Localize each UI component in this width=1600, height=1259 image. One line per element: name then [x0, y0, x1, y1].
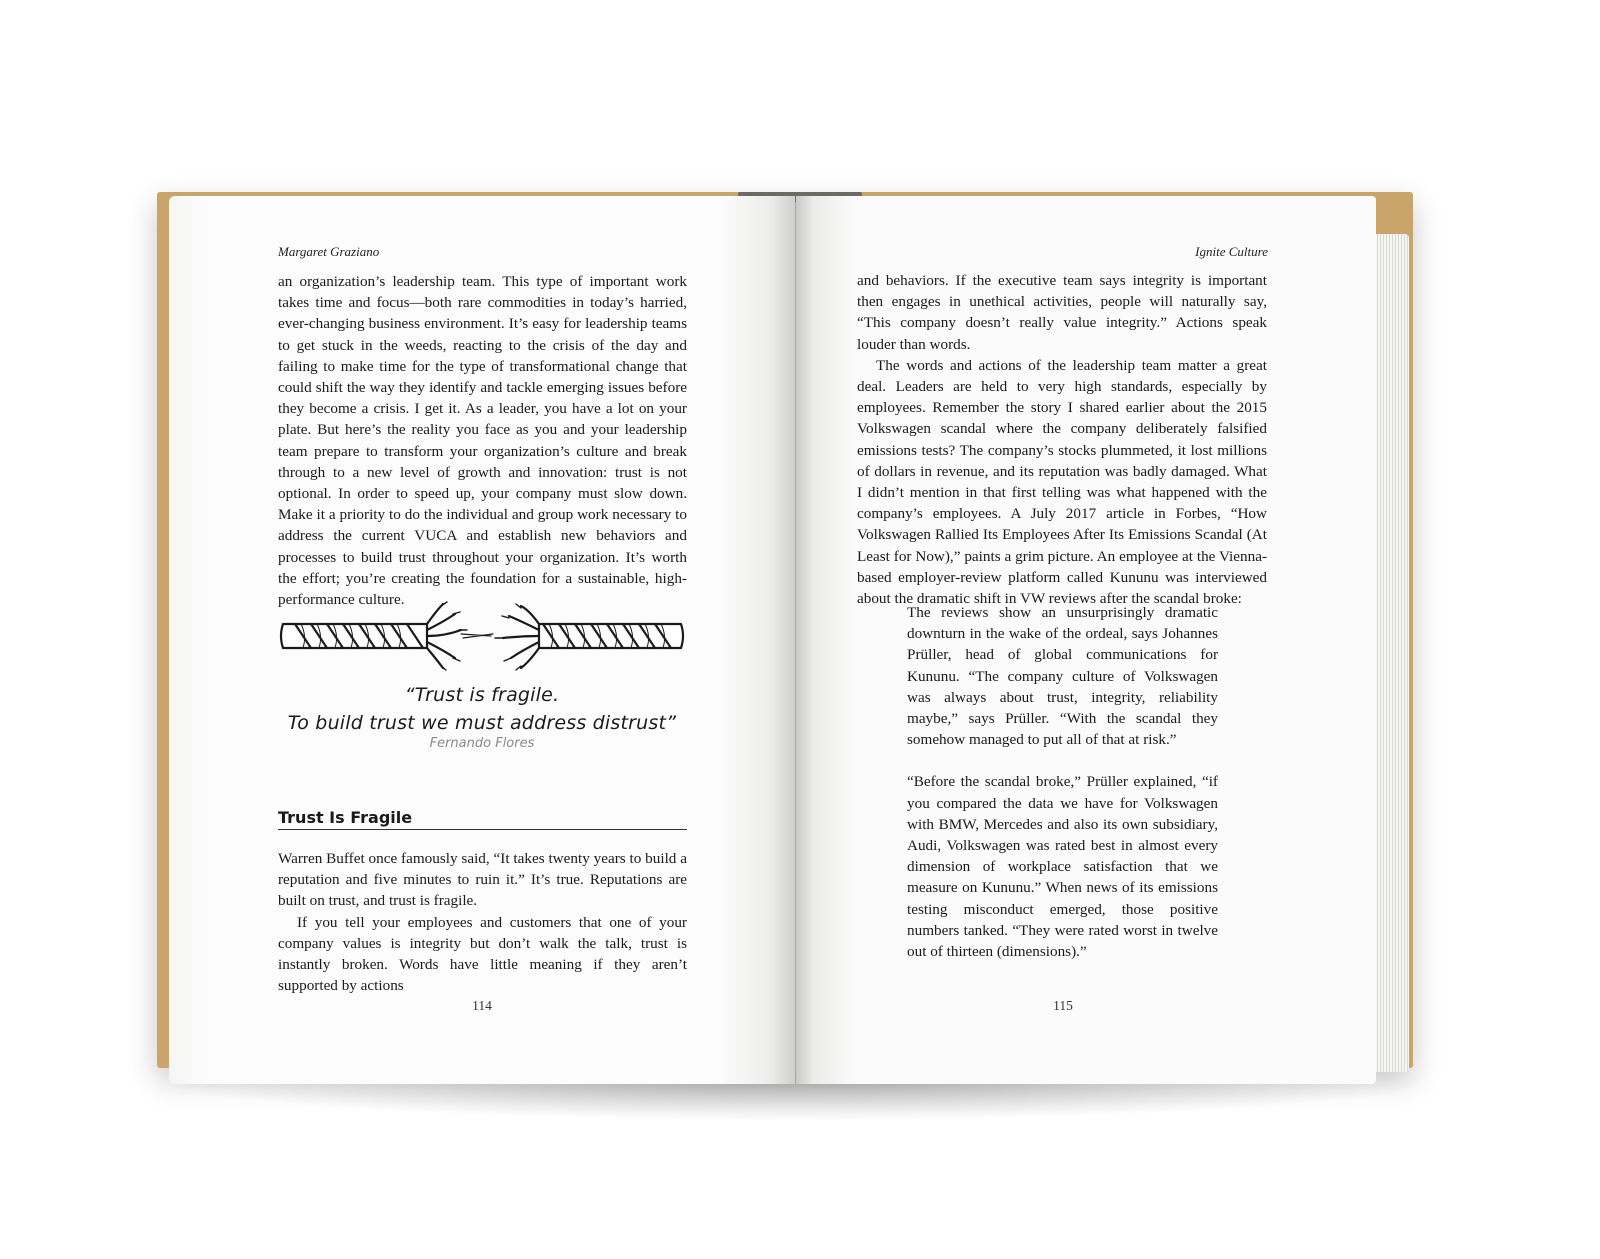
paragraph: Warren Buffet once famously said, “It takes twenty years to build a reputation and five minutes to ruin it.” It’s true. Reputations are built on trust, and trust is fragile.: [278, 850, 687, 910]
left-page: [169, 196, 795, 1084]
section-heading: Trust Is Fragile: [278, 808, 687, 830]
page-stack-edge: [1375, 234, 1409, 1072]
quote-line-2: To build trust we must address distrust”: [287, 712, 677, 734]
paragraph: and behaviors. If the executive team says integrity is important then engages in unethical activities, people will naturally say, “This company doesn’t really value integrity.” Actions speak louder than words.: [857, 272, 1267, 353]
pull-quote: [169, 684, 795, 751]
left-body-text: [278, 271, 687, 610]
right-page: [796, 196, 1376, 1084]
blockquote-paragraph: The reviews show an unsurprisingly dramatic downturn in the wake of the ordeal, says Johannes Prüller, head of global communications for Kununu. “The company culture of Volkswagen was always about trust, integrity, reliability maybe,” says Prüller. “With the scandal they somehow managed to put all of that at risk.”: [907, 604, 1218, 749]
quote-line-1: “Trust is fragile.: [404, 684, 560, 706]
right-body-text: [857, 270, 1267, 609]
page-number-right: 115: [1053, 998, 1073, 1013]
frayed-rope-icon: [277, 600, 687, 672]
running-head-author: Margaret Graziano: [278, 244, 380, 259]
block-quote: [907, 602, 1218, 983]
page-number-left: 114: [472, 998, 492, 1013]
paragraph: If you tell your employees and customers that one of your company values is integrity but don’t walk the talk, trust is instantly broken. Words have little meaning if they aren’t supported by actions: [278, 913, 687, 995]
quote-author: Fernando Flores: [429, 736, 535, 751]
running-head-title: Ignite Culture: [1195, 244, 1268, 259]
section-body-text: [278, 848, 687, 996]
blockquote-paragraph: “Before the scandal broke,” Prüller explained, “if you compared the data we have for Volkswagen with BMW, Mercedes and also its own subsidiary, Audi, Volkswagen was rated best in almost every dimension of workplace satisfaction that we measure on Kununu.” When news of its emissions testing misconduct emerged, those positive numbers tanked. “They were rated worst in twelve out of thirteen (dimensions).”: [907, 773, 1218, 961]
paragraph: The words and actions of the leadership team matter a great deal. Leaders are held to very high standards, especially by employees. Remember the story I shared earlier about the 2015 Volkswagen scandal where the company deliberately falsified emissions tests? The company’s stocks plummeted, it lost millions of dollars in revenue, and its reputation was badly damaged. What I didn’t mention in that first telling was what happened with the company’s employees. A July 2017 article in Forbes, “How Volkswagen Rallied Its Employees After Its Emissions Scandal (At Least for Now),” paints a grim picture. An employee at the Vienna-based employer-review platform called Kununu was interviewed about the dramatic shift in VW reviews after the scandal broke:: [857, 356, 1267, 608]
paragraph: an organization’s leadership team. This type of important work takes time and focus—both rare commodities in today’s harried, ever-changing business environment. It’s easy for leadership teams to get stuck in the weeds, reacting to the crisis of the day and failing to make time for the type of transformational change that could shift the way they identify and tackle emerging issues before they become a crisis. I get it. As a leader, you have a lot on your plate. But here’s the reality you face as you and your leadership team prepare to transform your organization’s culture and break through to a new level of growth and innovation: trust is not optional. In order to speed up, your company must slow down. Make it a priority to do the individual and group work necessary to address the current VUCA and establish new behaviors and processes to build trust throughout your organization. It’s worth the effort; you’re creating the foundation for a sustainable, high-performance culture.: [278, 273, 687, 609]
